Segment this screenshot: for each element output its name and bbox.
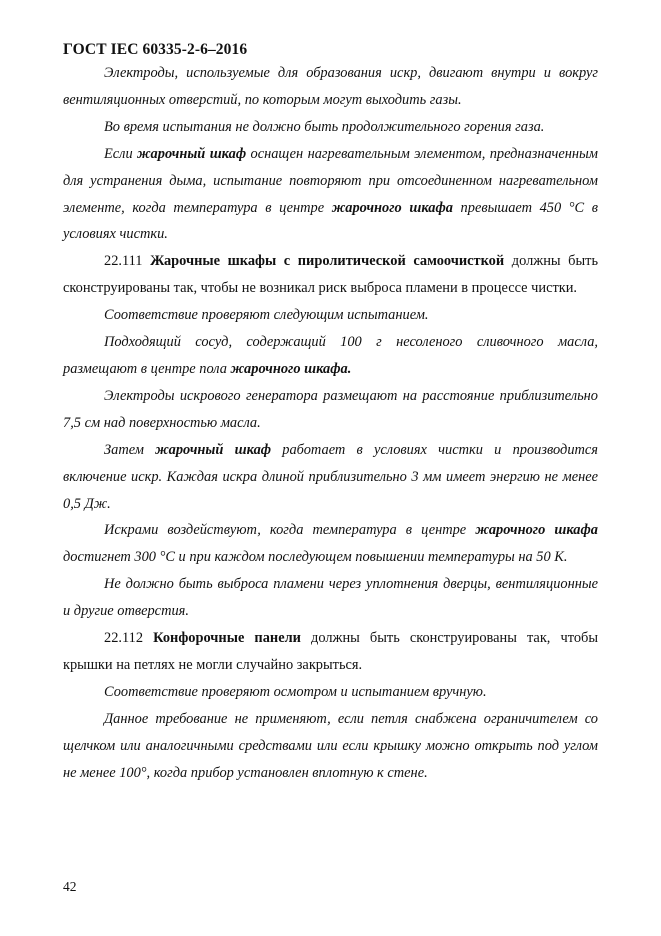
paragraph-no-flame: Не должно быть выброса пламени через уплотнения дверцы, вентиляционные и другие отверстия. (63, 576, 598, 620)
clause-number: 22.112 (104, 630, 154, 647)
clause-title: Жарочные шкафы с пиролитической самоочисткой (150, 253, 505, 270)
term-oven: жарочный шкаф (155, 441, 272, 458)
text-span: Искрами воздействуют, когда температура в центре (104, 522, 476, 539)
paragraph-manual-inspection: Соответствие проверяют осмотром и испытанием вручную. (104, 683, 487, 700)
clause-number: 22.111 (104, 253, 151, 270)
text-span: Затем (104, 441, 156, 458)
term-oven: жарочного шкафа (331, 199, 453, 216)
clause-title: Конфорочные панели (153, 630, 301, 647)
paragraph-cleaning-sparks (63, 437, 598, 518)
term-oven: жарочного шкафа. (230, 360, 352, 377)
paragraph-compliance-test: Соответствие проверяют следующим испытанием. (104, 307, 429, 324)
clause-22-112 (63, 625, 598, 679)
document-header: ГОСТ IEC 60335-2-6–2016 (63, 41, 248, 58)
term-oven: жарочный шкаф (137, 145, 247, 162)
clause-text: должны быть сконструированы так, чтобы крышки на петлях не могли случайно закрыться. (63, 630, 599, 673)
text-span: превышает 450 °С в условиях чистки. (63, 199, 598, 243)
paragraph-smoke-element (63, 141, 598, 249)
text-span: работает в условиях чистки и производится включение искр. Каждая искра длиной приблизительно 3 мм имеет энергию не менее 0,5 Дж. (63, 441, 598, 512)
text-span: Подходящий сосуд, содержащий 100 г несоленого сливочного масла, размещают в центре пола (63, 334, 598, 377)
term-oven: жарочного шкафа (475, 522, 599, 539)
paragraph-butter-vessel (63, 329, 598, 383)
clause-text: должны быть сконструированы так, чтобы не возникал риск выброса пламени в процессе чистки. (63, 253, 599, 297)
text-span: оснащен нагревательным элементом, предназначенным для устранения дыма, испытание повторяют при отсоединенном нагревательном элементе, когда температура в центре (63, 145, 598, 216)
paragraph-spark-temperature (63, 517, 598, 571)
text-span: Если (104, 145, 138, 162)
paragraph-electrodes: Электроды, используемые для образования искр, двигают внутри и вокруг вентиляционных отверстий, по которым могут выходить газы. (63, 65, 598, 108)
text-span: достигнет 300 °С и при каждом последующем повышении температуры на 50 К. (63, 549, 568, 566)
clause-22-111 (63, 248, 598, 302)
document-body (63, 60, 598, 786)
paragraph-spark-electrodes: Электроды искрового генератора размещают на расстояние приблизительно 7,5 см над поверхностью масла. (63, 387, 598, 431)
paragraph-no-gas-burning: Во время испытания не должно быть продолжительного горения газа. (104, 118, 545, 135)
page-number: 42 (63, 879, 77, 894)
paragraph-hinge-exception: Данное требование не применяют, если петля снабжена ограничителем со щелчком или аналогичными средствами или если крышку можно открыть под углом не менее 100°, когда прибор установлен вплотную к стене. (63, 710, 598, 781)
